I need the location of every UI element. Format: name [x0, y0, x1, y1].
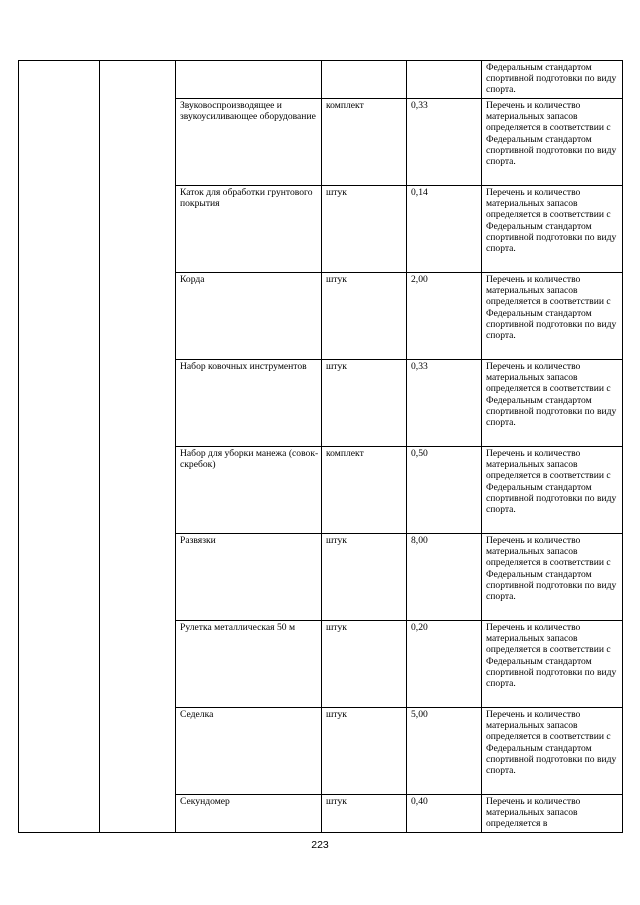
note-cell: Перечень и количество материальных запасов определяется в соответствии с Федеральным стандартом спортивной подготовки по виду спорта.: [482, 534, 623, 621]
note-cell: Перечень и количество материальных запасов определяется в соответствии с Федеральным стандартом спортивной подготовки по виду спорта.: [482, 99, 623, 186]
page-number: 223: [311, 839, 329, 851]
unit-cell: штук: [322, 273, 407, 360]
quantity-cell: 0,33: [407, 99, 482, 186]
item-name-cell: Рулетка металлическая 50 м: [176, 621, 322, 708]
note-cell: Перечень и количество материальных запасов определяется в: [482, 795, 623, 833]
note-cell: Перечень и количество материальных запасов определяется в соответствии с Федеральным стандартом спортивной подготовки по виду спорта.: [482, 621, 623, 708]
table-row: [19, 61, 623, 99]
item-name-cell: Секундомер: [176, 795, 322, 833]
item-name-cell: Седелка: [176, 708, 322, 795]
item-name-cell: Набор для уборки манежа (совок-скребок): [176, 447, 322, 534]
unit-cell: штук: [322, 534, 407, 621]
unit-cell: штук: [322, 360, 407, 447]
note-cell: Перечень и количество материальных запасов определяется в соответствии с Федеральным стандартом спортивной подготовки по виду спорта.: [482, 273, 623, 360]
note-cell: Перечень и количество материальных запасов определяется в соответствии с Федеральным стандартом спортивной подготовки по виду спорта.: [482, 186, 623, 273]
unit-cell: штук: [322, 708, 407, 795]
note-cell: Перечень и количество материальных запасов определяется в соответствии с Федеральным стандартом спортивной подготовки по виду спорта.: [482, 708, 623, 795]
unit-cell: [322, 61, 407, 99]
item-name-cell: Корда: [176, 273, 322, 360]
quantity-cell: 2,00: [407, 273, 482, 360]
merged-blank-column-1: [19, 61, 100, 833]
unit-cell: штук: [322, 186, 407, 273]
merged-blank-column-2: [100, 61, 176, 833]
unit-cell: штук: [322, 795, 407, 833]
quantity-cell: 5,00: [407, 708, 482, 795]
item-name-cell: Каток для обработки грунтового покрытия: [176, 186, 322, 273]
unit-cell: штук: [322, 621, 407, 708]
quantity-cell: 0,40: [407, 795, 482, 833]
quantity-cell: 0,14: [407, 186, 482, 273]
item-name-cell: [176, 61, 322, 99]
note-cell: Перечень и количество материальных запасов определяется в соответствии с Федеральным стандартом спортивной подготовки по виду спорта.: [482, 360, 623, 447]
quantity-cell: 0,33: [407, 360, 482, 447]
item-name-cell: Развязки: [176, 534, 322, 621]
item-name-cell: Набор ковочных инструментов: [176, 360, 322, 447]
equipment-table: [18, 60, 623, 833]
quantity-cell: [407, 61, 482, 99]
quantity-cell: 0,50: [407, 447, 482, 534]
note-cell: Федеральным стандартом спортивной подготовки по виду спорта.: [482, 61, 623, 99]
unit-cell: комплект: [322, 99, 407, 186]
quantity-cell: 0,20: [407, 621, 482, 708]
quantity-cell: 8,00: [407, 534, 482, 621]
note-cell: Перечень и количество материальных запасов определяется в соответствии с Федеральным стандартом спортивной подготовки по виду спорта.: [482, 447, 623, 534]
unit-cell: комплект: [322, 447, 407, 534]
item-name-cell: Звуковоспроизводящее и звукоусиливающее оборудование: [176, 99, 322, 186]
